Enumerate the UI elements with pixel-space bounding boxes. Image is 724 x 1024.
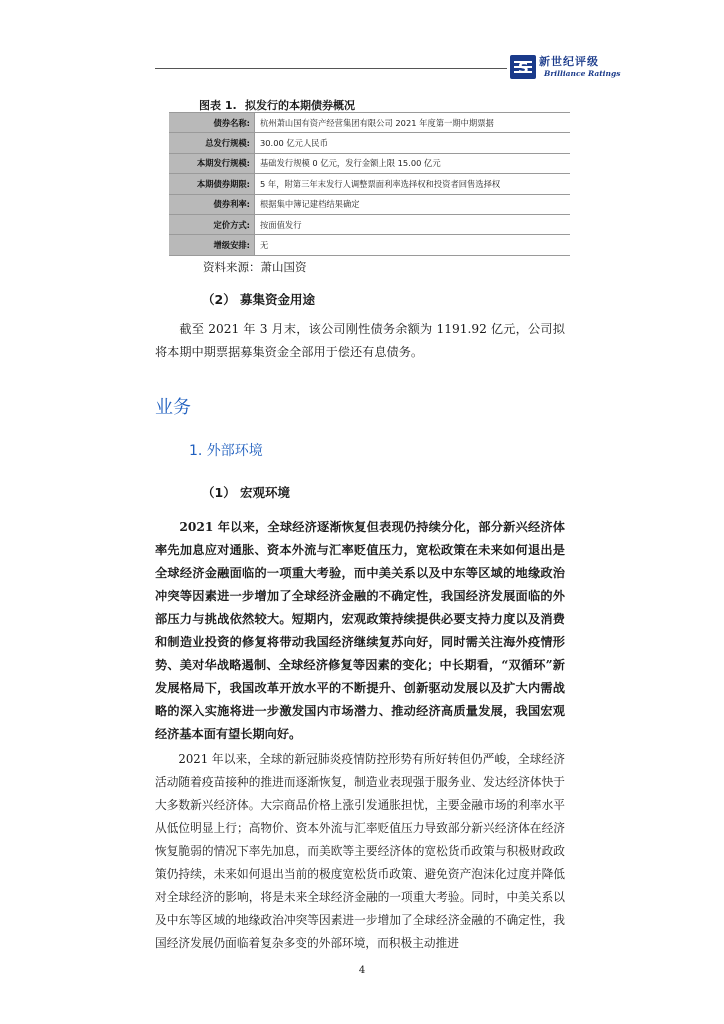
logo-english-name: Brilliance Ratings	[544, 69, 621, 78]
subsection-title: 1. 外部环境	[189, 443, 263, 459]
bond-summary-table	[169, 112, 570, 256]
table-row	[169, 153, 570, 173]
table-value: 根据集中簿记建档结果确定	[255, 194, 571, 214]
table-value: 5 年，附第三年末发行人调整票面利率选择权和投资者回售选择权	[255, 174, 571, 194]
table-value: 无	[255, 235, 571, 255]
logo-badge-icon	[510, 55, 536, 79]
company-logo	[510, 52, 621, 92]
table-key: 本期发行规模:	[169, 153, 255, 173]
table-value: 基础发行规模 0 亿元，发行金额上限 15.00 亿元	[255, 153, 571, 173]
macro-heading: （1） 宏观环境	[202, 485, 291, 500]
table-value: 按面值发行	[255, 214, 571, 234]
table-row	[169, 214, 570, 234]
table-key: 总发行规模:	[169, 133, 255, 153]
table-row	[169, 174, 570, 194]
table-value: 杭州萧山国有资产经营集团有限公司 2021 年度第一期中期票据	[255, 113, 571, 133]
table-value: 30.00 亿元人民币	[255, 133, 571, 153]
macro-body-paragraph: 2021 年以来，全球的新冠肺炎疫情防控形势有所好转但仍严峻，全球经济活动随着疫苗接种的推进而逐渐恢复，制造业表现强于服务业、发达经济体快于大多数新兴经济体。大宗商品价格上涨引发通胀担忧，主要金融市场的利率水平从低位明显上行；高物价、资本外流与汇率贬值压力导致部分新兴经济体在经济恢复脆弱的情况下率先加息，而美欧等主要经济体的宽松货币政策与积极财政政策仍持续，未来如何退出当前的极度宽松货币政策、避免资产泡沫化过度并降低对全球经济的影响，将是未来全球经济金融的一项重大考验。同时，中美关系以及中东等区域的地缘政治冲突等因素进一步增加了全球经济金融的不确定性，我国经济发展仍面临着复杂多变的外部环境，而积极主动推进	[155, 752, 565, 950]
funds-heading: （2） 募集资金用途	[202, 292, 316, 307]
table-caption	[199, 97, 355, 113]
table-key: 债券利率:	[169, 194, 255, 214]
logo-chinese-name: 新世纪评级	[539, 55, 599, 68]
table-caption-number: 图表 1.	[199, 99, 237, 112]
table-caption-title: 拟发行的本期债券概况	[245, 99, 355, 112]
funds-paragraph: 截至 2021 年 3 月末，该公司刚性债务余额为 1191.92 亿元，公司拟将本期中期票据募集资金全部用于偿还有息债务。	[155, 322, 565, 359]
table-row	[169, 235, 570, 255]
svg-text:S: S	[518, 59, 529, 77]
table-row	[169, 113, 570, 133]
section-title: 业务	[155, 397, 191, 418]
macro-summary-paragraph: 2021 年以来，全球经济逐渐恢复但表现仍持续分化，部分新兴经济体率先加息应对通胀、资本外流与汇率贬值压力，宽松政策在未来如何退出是全球经济金融面临的一项重大考验，而中美关系以及中东等区域的地缘政治冲突等因素进一步增加了全球经济金融的不确定性，我国经济发展面临的外部压力与挑战依然较大。短期内，宏观政策持续提供必要支持力度以及消费和制造业投资的修复将带动我国经济继续复苏向好，同时需关注海外疫情形势、美对华战略遏制、全球经济修复等因素的变化；中长期看，“双循环”新发展格局下，我国改革开放水平的不断提升、创新驱动发展以及扩大内需战略的深入实施将进一步激发国内市场潜力、推动经济高质量发展，我国宏观经济基本面有望长期向好。	[155, 520, 565, 741]
table-key: 增级安排:	[169, 235, 255, 255]
table-row	[169, 133, 570, 153]
table-key: 定价方式:	[169, 214, 255, 234]
page-number: 4	[358, 965, 366, 976]
table-key: 债券名称:	[169, 113, 255, 133]
table-key: 本期债券期限:	[169, 174, 255, 194]
table-source-note: 资料来源：萧山国资	[203, 260, 307, 274]
table-row	[169, 194, 570, 214]
header-rule	[155, 68, 507, 69]
